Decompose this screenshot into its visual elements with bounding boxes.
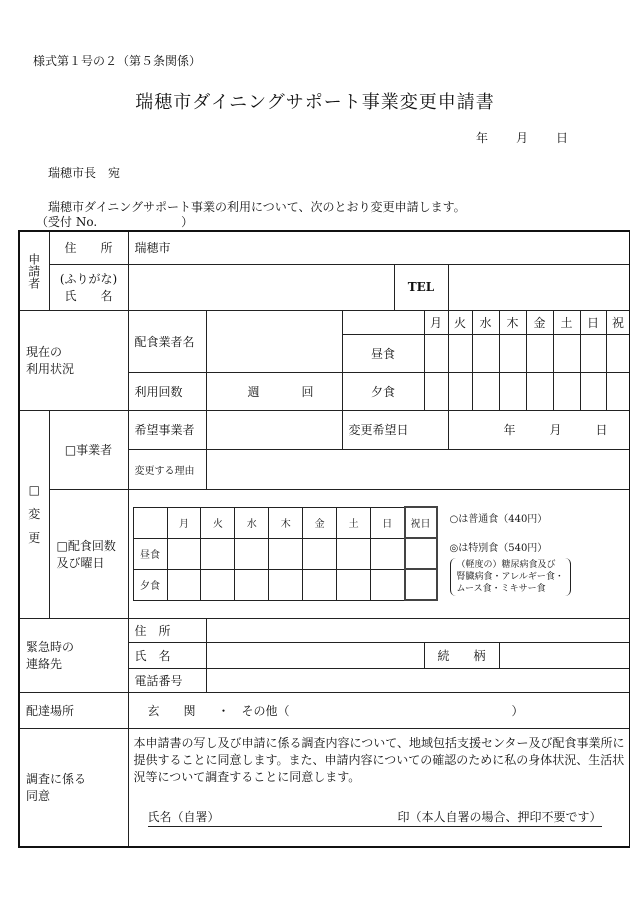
current-lunch-holiday[interactable] xyxy=(606,334,630,372)
desired-month-label: 月 xyxy=(549,423,562,437)
change-reason-label: 変更する理由 xyxy=(128,449,206,489)
year-label: 年 xyxy=(476,131,489,145)
address-label: 住 所 xyxy=(49,231,128,264)
desired-provider-field[interactable] xyxy=(206,410,342,449)
current-lunch-tue[interactable] xyxy=(448,334,472,372)
emergency-address-field[interactable] xyxy=(206,618,630,642)
meal-schedule-grid xyxy=(133,506,438,601)
grid-day-tue: 火 xyxy=(201,507,235,538)
day-holiday: 祝 xyxy=(606,310,630,334)
delivery-option-entrance[interactable]: 玄 関 xyxy=(147,703,196,718)
delivery-place-field xyxy=(128,692,630,728)
current-dinner-holiday[interactable] xyxy=(606,372,630,410)
current-lunch-sun[interactable] xyxy=(580,334,606,372)
grid-lunch-sat[interactable] xyxy=(337,538,371,569)
current-lunch-fri[interactable] xyxy=(526,334,553,372)
intro-text: 瑞穂市ダイニングサポート事業の利用について、次のとおり変更申請します。 xyxy=(48,200,466,214)
current-provider-label: 配食業者名 xyxy=(128,310,206,372)
month-label: 月 xyxy=(516,131,529,145)
current-dinner-thu[interactable] xyxy=(499,372,526,410)
current-dinner-sat[interactable] xyxy=(553,372,580,410)
day-tue: 火 xyxy=(448,310,472,334)
change-reason-field[interactable] xyxy=(206,449,630,489)
grid-dinner-label: 夕食 xyxy=(133,569,167,600)
emergency-name-field[interactable] xyxy=(206,642,424,668)
grid-day-sat: 土 xyxy=(337,507,371,538)
grid-lunch-mon[interactable] xyxy=(167,538,201,569)
grid-dinner-tue[interactable] xyxy=(201,569,235,600)
form-number: 様式第１号の２（第５条関係） xyxy=(33,54,202,68)
current-provider-field[interactable] xyxy=(206,310,342,372)
grid-dinner-sun[interactable] xyxy=(371,569,405,600)
grid-lunch-thu[interactable] xyxy=(269,538,303,569)
grid-day-fri: 金 xyxy=(303,507,337,538)
grid-dinner-sat[interactable] xyxy=(337,569,371,600)
day-sun: 日 xyxy=(580,310,606,334)
delivery-separator: ・ xyxy=(217,703,230,718)
usage-count-field[interactable] xyxy=(206,372,342,410)
grid-day-mon: 月 xyxy=(167,507,201,538)
address-field[interactable]: 瑞穂市 xyxy=(128,231,630,264)
usage-count-label: 利用回数 xyxy=(128,372,206,410)
tel-label: TEL xyxy=(394,264,448,310)
day-label: 日 xyxy=(556,131,569,145)
application-date xyxy=(476,129,568,146)
current-dinner-tue[interactable] xyxy=(448,372,472,410)
signature-label: 氏名（自署） xyxy=(147,809,220,824)
current-lunch-thu[interactable] xyxy=(499,334,526,372)
receipt-number xyxy=(36,213,193,230)
desired-date-field[interactable] xyxy=(448,410,630,449)
current-usage-label: 現在の 利用状況 xyxy=(19,310,128,410)
grid-dinner-holiday[interactable] xyxy=(405,569,437,600)
grid-lunch-fri[interactable] xyxy=(303,538,337,569)
name-label: (ふりがな) 氏 名 xyxy=(49,264,128,310)
meal-schedule-cell xyxy=(128,489,630,618)
document-title: 瑞穂市ダイニングサポート事業変更申請書 xyxy=(135,92,495,113)
current-dinner-sun[interactable] xyxy=(580,372,606,410)
receipt-label: （受付 No. xyxy=(36,215,98,229)
application-form-table xyxy=(18,230,630,848)
current-dinner-wed[interactable] xyxy=(472,372,499,410)
current-dinner-mon[interactable] xyxy=(424,372,448,410)
times-label: 回 xyxy=(301,384,314,399)
grid-dinner-wed[interactable] xyxy=(235,569,269,600)
delivery-option-other[interactable]: その他（ xyxy=(241,703,290,718)
legend-regular: ○は普通食（440円） xyxy=(449,513,548,525)
grid-lunch-wed[interactable] xyxy=(235,538,269,569)
meal-type-legend xyxy=(450,512,571,596)
desired-provider-label: 希望事業者 xyxy=(128,410,206,449)
desired-day-label: 日 xyxy=(595,423,608,437)
grid-dinner-fri[interactable] xyxy=(303,569,337,600)
grid-day-thu: 木 xyxy=(269,507,303,538)
grid-day-holiday: 祝日 xyxy=(405,507,437,538)
day-mon: 月 xyxy=(424,310,448,334)
day-thu: 木 xyxy=(499,310,526,334)
current-lunch-sat[interactable] xyxy=(553,334,580,372)
emergency-name-label: 氏 名 xyxy=(128,642,206,668)
name-field[interactable] xyxy=(128,264,394,310)
emergency-address-label: 住 所 xyxy=(128,618,206,642)
frequency-change-option[interactable]: □配食回数 及び曜日 xyxy=(49,489,128,618)
relation-field[interactable] xyxy=(499,642,630,668)
delivery-option-other-close: ） xyxy=(511,703,524,718)
current-lunch-wed[interactable] xyxy=(472,334,499,372)
seal-note: 印（本人自署の場合、押印不要です） xyxy=(397,809,602,824)
applicant-section-label: 申請者 xyxy=(19,231,49,310)
grid-dinner-mon[interactable] xyxy=(167,569,201,600)
legend-special: ◎は特別食（540円） xyxy=(449,542,548,554)
legend-special-note: （軽度の）糖尿病食及び 腎臓病食・アレルギー食・ ムース食・ミキサー食 xyxy=(450,558,571,596)
grid-day-sun: 日 xyxy=(371,507,405,538)
grid-lunch-tue[interactable] xyxy=(201,538,235,569)
current-dinner-label: 夕食 xyxy=(342,372,424,410)
receipt-close: ） xyxy=(181,215,194,229)
relation-label: 続 柄 xyxy=(424,642,499,668)
day-wed: 水 xyxy=(472,310,499,334)
signature-line[interactable] xyxy=(148,808,602,827)
tel-field[interactable] xyxy=(448,264,630,310)
consent-label: 調査に係る 同意 xyxy=(19,728,128,847)
change-section-label[interactable]: □ 変 更 xyxy=(19,410,49,618)
current-dinner-fri[interactable] xyxy=(526,372,553,410)
emergency-phone-field[interactable] xyxy=(206,668,630,692)
grid-day-wed: 水 xyxy=(235,507,269,538)
consent-text: 本申請書の写し及び申請に係る調査内容について、地域包括支援センター及び配食事業所に提供することに同意します。また、申請内容についての確認のために私の身体状況、生活状況等について調査することに同意します。 xyxy=(133,735,625,784)
emergency-contact-label: 緊急時の 連絡先 xyxy=(19,618,128,692)
day-fri: 金 xyxy=(526,310,553,334)
day-sat: 土 xyxy=(553,310,580,334)
grid-lunch-label: 昼食 xyxy=(133,538,167,569)
grid-lunch-sun[interactable] xyxy=(371,538,405,569)
grid-dinner-thu[interactable] xyxy=(269,569,303,600)
delivery-place-label: 配達場所 xyxy=(19,692,128,728)
current-lunch-label: 昼食 xyxy=(342,334,424,372)
current-lunch-mon[interactable] xyxy=(424,334,448,372)
desired-date-label: 変更希望日 xyxy=(342,410,448,449)
week-label: 週 xyxy=(247,384,260,399)
consent-cell xyxy=(128,728,630,847)
grid-lunch-holiday[interactable] xyxy=(405,538,437,569)
addressee: 瑞穂市長 宛 xyxy=(48,166,121,180)
emergency-phone-label: 電話番号 xyxy=(128,668,206,692)
provider-change-option[interactable]: □事業者 xyxy=(49,410,128,489)
desired-year-label: 年 xyxy=(503,423,516,437)
